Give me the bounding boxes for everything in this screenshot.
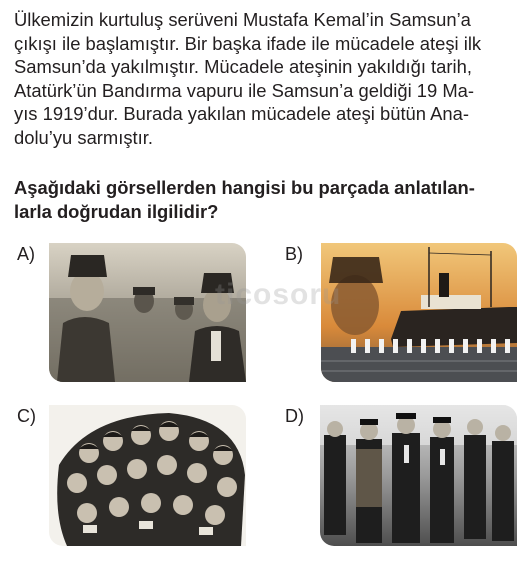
option-a-label[interactable]: A)	[17, 244, 35, 264]
question-line: Aşağıdaki görsellerden hangisi bu parçada anlatılan-	[14, 177, 475, 198]
option-b-image[interactable]	[321, 243, 517, 382]
option-c-image[interactable]	[49, 405, 246, 546]
passage-line: dolu’yu sarmıştır.	[14, 126, 153, 148]
historical-group-photo-icon	[49, 243, 246, 382]
option-b-label[interactable]: B)	[285, 244, 303, 264]
option-a-image[interactable]	[49, 243, 246, 382]
option-d-label[interactable]: D)	[285, 406, 304, 426]
question-line: larla doğrudan ilgilidir?	[14, 200, 219, 222]
officers-walking-photo-icon	[320, 405, 517, 546]
children-group-photo-icon	[49, 405, 246, 546]
watermark-text: ticosoru	[215, 278, 342, 311]
passage-line: yıs 1919’dur. Burada yakılan mücadele ateşi bütün Ana-	[14, 103, 469, 125]
passage-text	[14, 8, 519, 150]
question-stem	[14, 176, 519, 223]
option-d-image[interactable]	[320, 405, 517, 546]
passage-line: Samsun’da yakılmıştır. Mücadele ateşinin yakıldığı tarih,	[14, 56, 472, 78]
passage-line: Atatürk’ün Bandırma vapuru ile Samsun’a geldiği 19 Ma-	[14, 79, 475, 101]
option-c-label[interactable]: C)	[17, 406, 36, 426]
passage-line: çıkışı ile başlamıştır. Bir başka ifade ile mücadele ateşi ilk	[14, 32, 482, 54]
passage-line: Ülkemizin kurtuluş serüveni Mustafa Kemal’in Samsun’a	[14, 9, 471, 30]
ship-illustration-icon	[321, 243, 517, 382]
